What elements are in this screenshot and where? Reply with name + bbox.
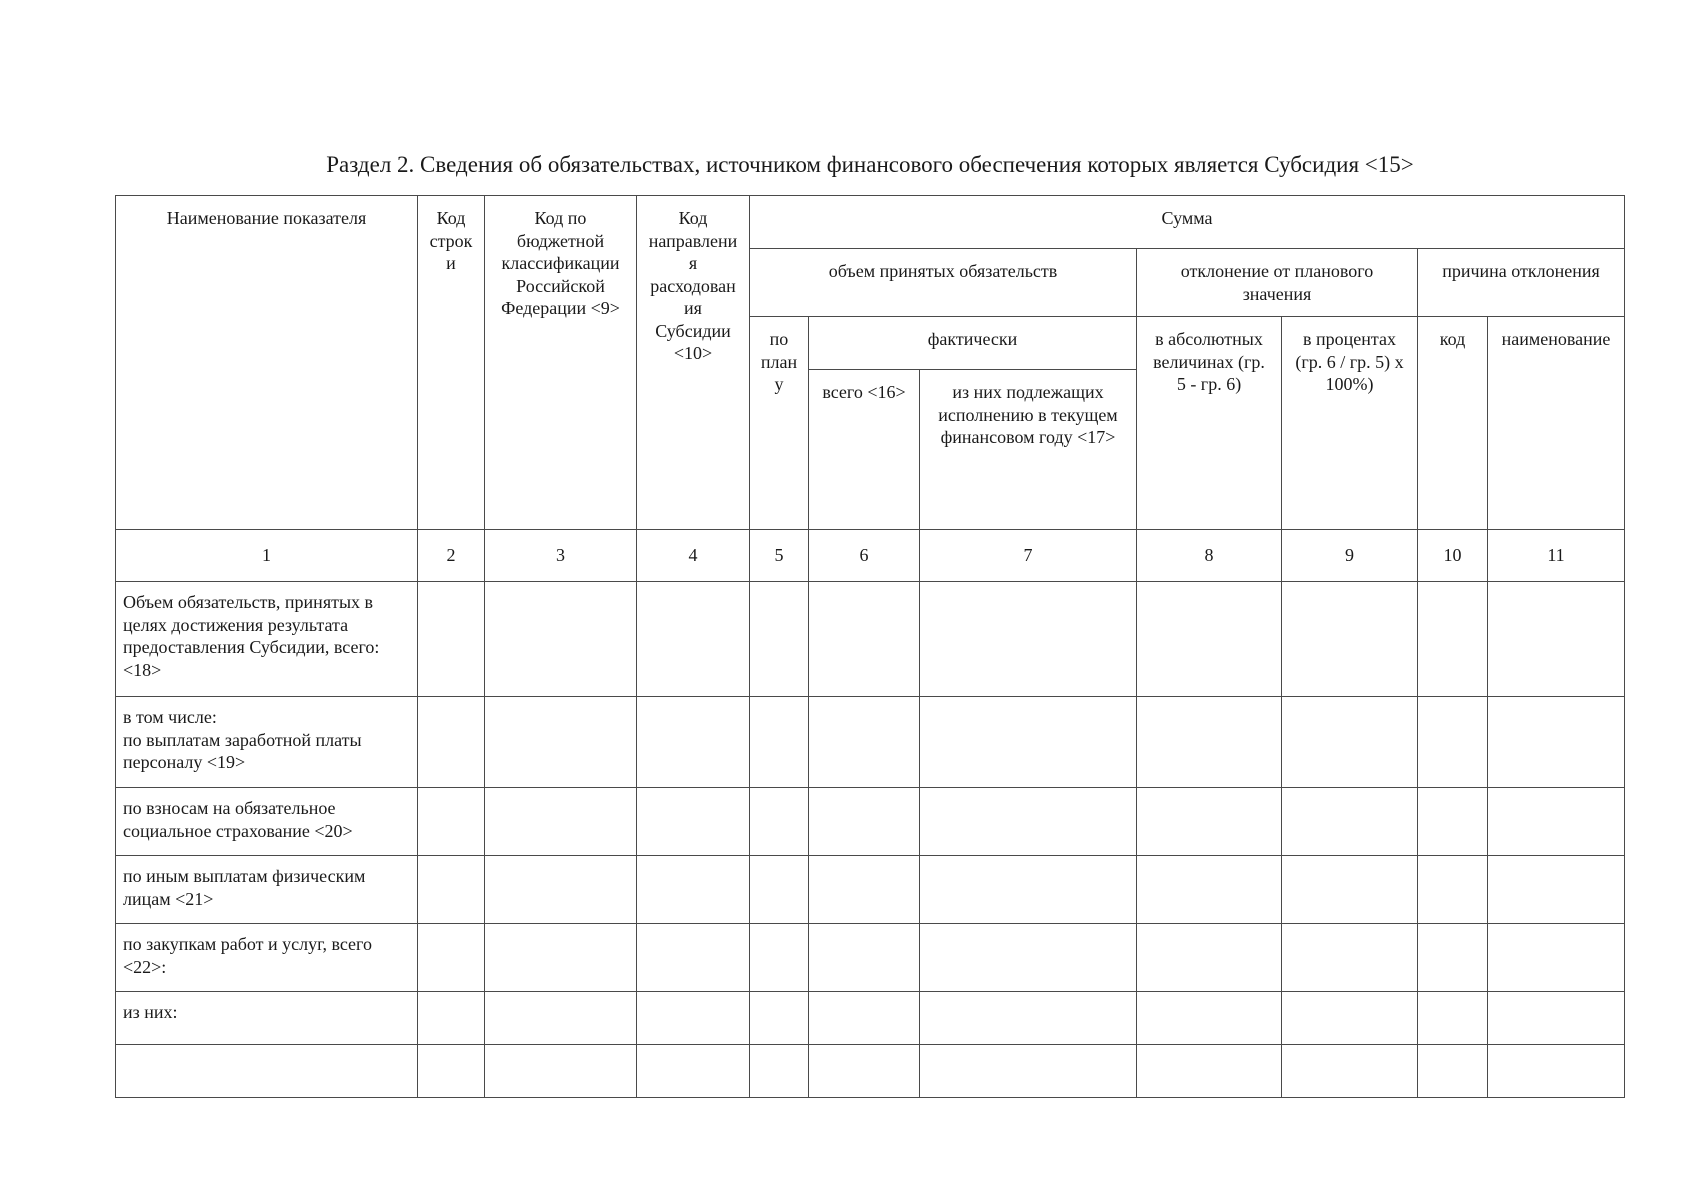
row-label-other-payments: по иным выплатам физическим лицам <21> xyxy=(116,856,418,924)
header-absolute-values: в абсолютных величинах (гр. 5 - гр. 6) xyxy=(1137,317,1282,530)
column-number: 4 xyxy=(637,530,750,582)
table-cell[interactable] xyxy=(750,1045,809,1098)
table-cell[interactable] xyxy=(1488,924,1625,992)
table-cell[interactable] xyxy=(1488,697,1625,788)
column-number: 10 xyxy=(1418,530,1488,582)
table-cell[interactable] xyxy=(637,788,750,856)
column-number: 2 xyxy=(418,530,485,582)
table-cell[interactable] xyxy=(1282,856,1418,924)
table-row xyxy=(116,924,1625,992)
header-actual-current-year: из них подлежащих исполнению в текущем финансовом году <17> xyxy=(920,370,1137,530)
header-actual-total: всего <16> xyxy=(809,370,920,530)
column-number: 8 xyxy=(1137,530,1282,582)
table-row xyxy=(116,582,1625,697)
table-cell[interactable] xyxy=(1488,992,1625,1045)
table-cell[interactable] xyxy=(1488,582,1625,697)
table-cell[interactable] xyxy=(750,582,809,697)
table-cell[interactable] xyxy=(1282,924,1418,992)
table-cell[interactable] xyxy=(1282,1045,1418,1098)
table-cell[interactable] xyxy=(485,924,637,992)
row-label-procurement: по закупкам работ и услуг, всего <22>: xyxy=(116,924,418,992)
table-cell[interactable] xyxy=(1418,788,1488,856)
table-cell[interactable] xyxy=(920,856,1137,924)
table-cell[interactable] xyxy=(1418,1045,1488,1098)
table-cell[interactable] xyxy=(1282,697,1418,788)
table-row xyxy=(116,1045,1625,1098)
header-reason-code: код xyxy=(1418,317,1488,530)
table-row xyxy=(116,788,1625,856)
obligations-table xyxy=(115,195,1625,1098)
header-subsidy-direction-code: Код направлени я расходован ия Субсидии <10> xyxy=(637,196,750,530)
table-cell[interactable] xyxy=(809,582,920,697)
column-number: 3 xyxy=(485,530,637,582)
header-deviation-from-plan: отклонение от планового значения xyxy=(1137,249,1418,317)
table-cell[interactable] xyxy=(1282,582,1418,697)
table-cell[interactable] xyxy=(418,924,485,992)
table-cell[interactable] xyxy=(1137,856,1282,924)
row-label-total-obligations: Объем обязательств, принятых в целях достижения результата предоставления Субсидии, всего: <18> xyxy=(116,582,418,697)
table-cell[interactable] xyxy=(920,992,1137,1045)
table-cell[interactable] xyxy=(1488,788,1625,856)
table-cell[interactable] xyxy=(1137,697,1282,788)
column-number: 7 xyxy=(920,530,1137,582)
header-percent: в процентах (гр. 6 / гр. 5) x 100%) xyxy=(1282,317,1418,530)
table-cell[interactable] xyxy=(809,856,920,924)
row-label-of-which: из них: xyxy=(116,992,418,1045)
table-cell[interactable] xyxy=(750,788,809,856)
table-cell[interactable] xyxy=(750,924,809,992)
table-cell[interactable] xyxy=(418,788,485,856)
table-cell[interactable] xyxy=(750,697,809,788)
table-cell[interactable] xyxy=(1137,1045,1282,1098)
table-cell[interactable] xyxy=(750,992,809,1045)
table-cell[interactable] xyxy=(637,856,750,924)
column-number: 5 xyxy=(750,530,809,582)
row-label-empty[interactable] xyxy=(116,1045,418,1098)
table-cell[interactable] xyxy=(1418,856,1488,924)
header-obligations-volume: объем принятых обязательств xyxy=(750,249,1137,317)
table-cell[interactable] xyxy=(1137,582,1282,697)
table-cell[interactable] xyxy=(1418,992,1488,1045)
table-cell[interactable] xyxy=(920,924,1137,992)
table-cell[interactable] xyxy=(637,697,750,788)
table-cell[interactable] xyxy=(920,788,1137,856)
table-cell[interactable] xyxy=(1488,1045,1625,1098)
table-row xyxy=(116,992,1625,1045)
table-cell[interactable] xyxy=(1418,924,1488,992)
column-number: 1 xyxy=(116,530,418,582)
table-cell[interactable] xyxy=(1418,697,1488,788)
table-cell[interactable] xyxy=(920,582,1137,697)
row-label-social-insurance: по взносам на обязательное социальное страхование <20> xyxy=(116,788,418,856)
table-cell[interactable] xyxy=(1137,924,1282,992)
header-indicator-name: Наименование показателя xyxy=(116,196,418,530)
header-summa: Сумма xyxy=(750,196,1625,249)
table-cell[interactable] xyxy=(809,788,920,856)
table-cell[interactable] xyxy=(637,1045,750,1098)
table-cell[interactable] xyxy=(418,1045,485,1098)
table-cell[interactable] xyxy=(1282,992,1418,1045)
table-cell[interactable] xyxy=(485,697,637,788)
table-cell[interactable] xyxy=(1418,582,1488,697)
table-cell[interactable] xyxy=(637,924,750,992)
table-cell[interactable] xyxy=(418,856,485,924)
header-budget-classification-code: Код по бюджетной классификации Российской Федерации <9> xyxy=(485,196,637,530)
table-row xyxy=(116,697,1625,788)
table-cell[interactable] xyxy=(809,697,920,788)
table-cell[interactable] xyxy=(637,582,750,697)
table-cell[interactable] xyxy=(485,582,637,697)
row-label-salary: в том числе: по выплатам заработной платы персоналу <19> xyxy=(116,697,418,788)
table-cell[interactable] xyxy=(1488,856,1625,924)
table-cell[interactable] xyxy=(920,697,1137,788)
header-row-code: Код строк и xyxy=(418,196,485,530)
header-planned: по план у xyxy=(750,317,809,530)
table-cell[interactable] xyxy=(1282,788,1418,856)
table-cell[interactable] xyxy=(1137,788,1282,856)
page-title: Раздел 2. Сведения об обязательствах, источником финансового обеспечения которых является Субсидия <15> xyxy=(326,152,1414,177)
column-number: 9 xyxy=(1282,530,1418,582)
table-cell[interactable] xyxy=(418,992,485,1045)
column-number: 6 xyxy=(809,530,920,582)
table-cell[interactable] xyxy=(485,1045,637,1098)
table-cell[interactable] xyxy=(920,1045,1137,1098)
table-cell[interactable] xyxy=(809,924,920,992)
table-cell[interactable] xyxy=(809,1045,920,1098)
table-cell[interactable] xyxy=(750,856,809,924)
column-number: 11 xyxy=(1488,530,1625,582)
table-cell[interactable] xyxy=(485,992,637,1045)
table-cell[interactable] xyxy=(418,582,485,697)
header-reason-name: наименование xyxy=(1488,317,1625,530)
table-row xyxy=(116,856,1625,924)
table-cell[interactable] xyxy=(485,856,637,924)
header-actual: фактически xyxy=(809,317,1137,370)
table-cell[interactable] xyxy=(637,992,750,1045)
column-numbers-row xyxy=(116,530,1625,582)
table-cell[interactable] xyxy=(809,992,920,1045)
table-cell[interactable] xyxy=(418,697,485,788)
header-deviation-reason: причина отклонения xyxy=(1418,249,1625,317)
table-cell[interactable] xyxy=(485,788,637,856)
table-cell[interactable] xyxy=(1137,992,1282,1045)
